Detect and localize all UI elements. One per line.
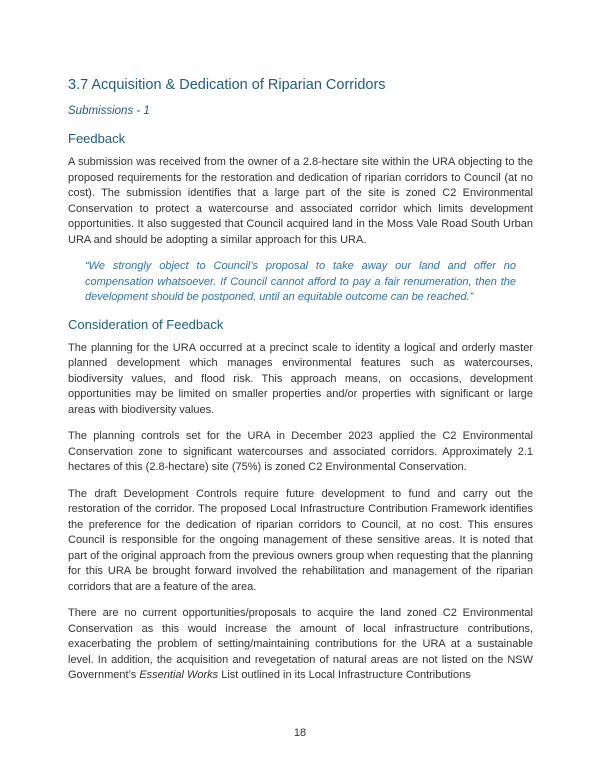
submission-quote: “We strongly object to Council’s proposal to take away our land and offer no compensation whatsoever. If Council cannot afford to pay a fair renumeration, then the development should be postponed, until an equitable outcome can be reached.”	[85, 260, 516, 303]
paragraph-text-before-italic: There are no current opportunities/proposals to acquire the land zoned C2 Environmental Conservation as this would increase the amount of local infrastructure contributions, exacerbating the problem of setting/maintaining contributions for the URA at a sustainable level. In addition, the acquisition and revegetation of natural areas are not listed on the NSW Government’s	[68, 607, 533, 681]
consideration-heading: Consideration of Feedback	[68, 316, 224, 332]
consideration-paragraph-1: The planning for the URA occurred at a precinct scale to identity a logical and orderly master planned development which manages environmental features such as watercourses, biodiversity values, and flood risk. This approach means, on occasions, development opportunities may be limited on smaller properties and/or properties with significant or large areas with biodiversity values.	[68, 341, 533, 416]
paragraph-text-after-italic: List outlined in its Local Infrastructure Contributions	[218, 669, 471, 681]
page-content	[68, 77, 533, 695]
consideration-paragraph-3: The draft Development Controls require future development to fund and carry out the restoration of the corridor. The proposed Local Infrastructure Contribution Framework identifies the preference for the dedication of riparian corridors to Council, at no cost. This ensures Council is responsible for the ongoing management of these sensitive areas. It is noted that part of the original approach from the previous owners group when requesting that the planning for this URA be brought forward involved the rehabilitation and management of the riparian corridors that are a feature of the area.	[68, 487, 533, 593]
section-heading: 3.7 Acquisition & Dedication of Riparian Corridors	[68, 77, 386, 93]
submissions-count: Submissions - 1	[68, 105, 150, 117]
feedback-paragraph: A submission was received from the owner of a 2.8-hectare site within the URA objecting to the proposed requirements for the restoration and dedication of riparian corridors to Council (at no cost). The submission identifies that a large part of the site is zoned C2 Environmental Conservation to protect a watercourse and associated corridor which limits development opportunities. It also suggested that Council acquired land in the Moss Vale Road South Urban URA and should be adopting a similar approach for this URA.	[68, 156, 533, 246]
feedback-heading: Feedback	[68, 131, 126, 146]
consideration-paragraph-4	[68, 606, 533, 684]
consideration-paragraph-2: The planning controls set for the URA in December 2023 applied the C2 Environmental Conservation zone to significant watercourses and associated corridors. Approximately 2.1 hectares of this (2.8-hectare) site (75%) is zoned C2 Environmental Conservation.	[68, 430, 533, 473]
essential-works-italic-text: Essential Works	[139, 669, 219, 681]
page-number: 18	[293, 727, 307, 739]
